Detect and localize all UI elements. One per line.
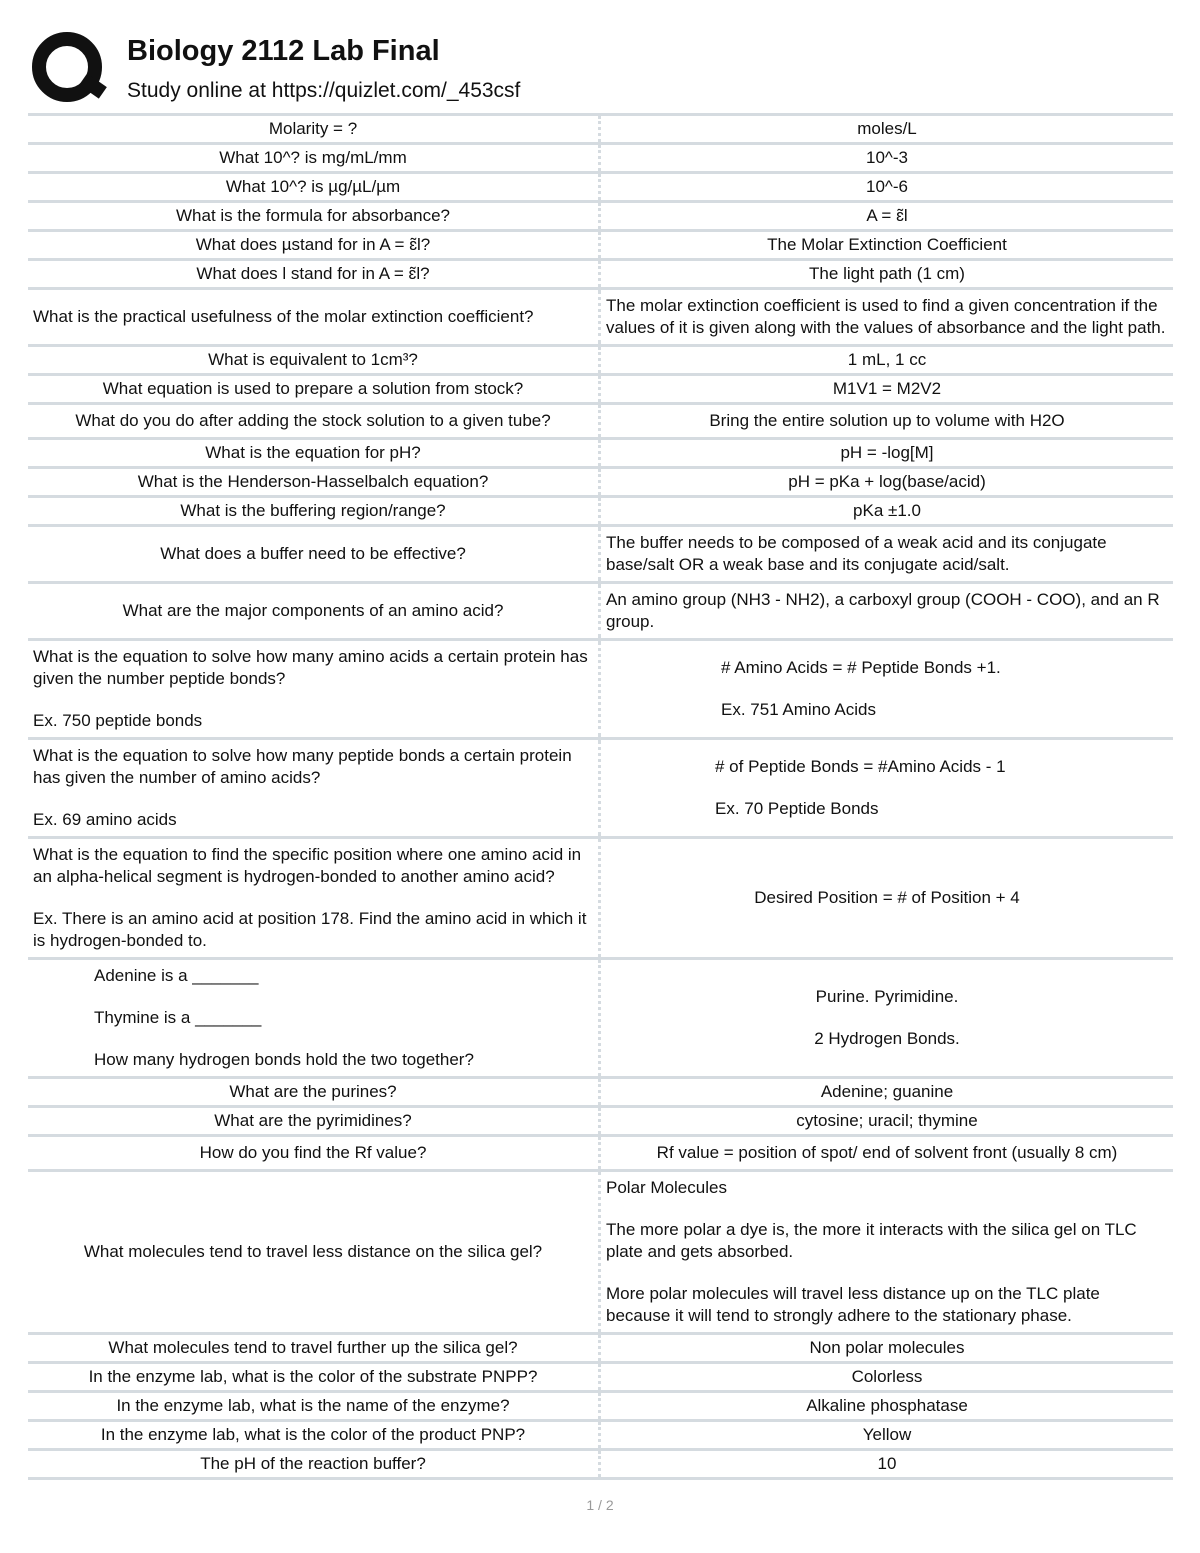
flashcard-row xyxy=(28,1107,1173,1136)
flashcard-definition xyxy=(600,202,1174,231)
study-link[interactable]: Study online at https://quizlet.com/_453csf xyxy=(127,79,521,102)
flashcard-definition-text: More polar molecules will travel less distance up on the TLC plate because it will tend to strongly adhere to the stationary phase. xyxy=(606,1284,1100,1325)
flashcard-term-text: What do you do after adding the stock solution to a given tube? xyxy=(75,411,551,430)
flashcard-term xyxy=(28,375,600,404)
flashcard-row xyxy=(28,346,1173,375)
flashcard-row xyxy=(28,439,1173,468)
flashcard-term xyxy=(28,739,600,838)
flashcard-term-text: What are the major components of an amino acid? xyxy=(122,601,504,620)
flashcard-definition xyxy=(600,838,1174,959)
flashcard-term-text: What is the equation to find the specific position where one amino acid in an alpha-helical segment is hydrogen-bonded to another amino acid? xyxy=(33,845,582,886)
flashcard-definition-text: Rf value = position of spot/ end of solvent front (usually 8 cm) xyxy=(656,1143,1118,1162)
flashcard-term xyxy=(28,583,600,640)
flashcard-definition-text: 10^-3 xyxy=(865,148,908,167)
flashcard-term xyxy=(28,173,600,202)
flashcard-row xyxy=(28,1363,1173,1392)
flashcard-term-text: How many hydrogen bonds hold the two together? xyxy=(94,1050,474,1069)
flashcard-term xyxy=(28,231,600,260)
flashcard-term-text: What is the equation to solve how many amino acids a certain protein has given the number peptide bonds? xyxy=(33,647,588,688)
flashcard-term xyxy=(28,1392,600,1421)
flashcard-row xyxy=(28,583,1173,640)
flashcard-row xyxy=(28,1171,1173,1334)
flashcard-term-text: What are the purines? xyxy=(229,1082,397,1101)
flashcard-definition-text: Ex. 751 Amino Acids xyxy=(721,700,876,719)
flashcard-definition xyxy=(600,497,1174,526)
flashcard-definition xyxy=(600,289,1174,346)
flashcard-term xyxy=(28,404,600,439)
flashcard-definition xyxy=(600,959,1174,1078)
flashcard-definition-text: moles/L xyxy=(857,119,917,138)
flashcard-row xyxy=(28,838,1173,959)
flashcard-definition-text: The more polar a dye is, the more it interacts with the silica gel on TLC plate and gets absorbed. xyxy=(606,1220,1137,1261)
page-title: Biology 2112 Lab Final xyxy=(127,35,440,67)
flashcard-definition-text: # Amino Acids = # Peptide Bonds +1. xyxy=(721,658,1001,677)
flashcard-definition-text: The molar extinction coefficient is used to find a given concentration if the values of it is given along with the values of absorbance and the light path. xyxy=(606,296,1166,337)
page-header xyxy=(28,28,1178,110)
flashcard-term-text: What is the Henderson-Hasselbalch equation? xyxy=(137,472,489,491)
flashcard-row xyxy=(28,1392,1173,1421)
flashcard-term-text: The pH of the reaction buffer? xyxy=(200,1454,426,1473)
flashcard-definition-text: M1V1 = M2V2 xyxy=(832,379,942,398)
flashcard-definition-text: A = ɛ̃l xyxy=(866,206,908,225)
flashcard-term xyxy=(28,526,600,583)
flashcard-definition xyxy=(600,346,1174,375)
flashcard-term xyxy=(28,1171,600,1334)
flashcard-term xyxy=(28,497,600,526)
flashcard-definition xyxy=(600,173,1174,202)
flashcard-definition-text: Desired Position = # of Position + 4 xyxy=(754,888,1020,907)
flashcard-definition-text: Purine. Pyrimidine. xyxy=(815,987,959,1006)
flashcard-definition-text: Alkaline phosphatase xyxy=(806,1396,968,1415)
flashcard-term-text: What 10^? is µg/µL/µm xyxy=(225,177,401,196)
flashcard-term-text: How do you find the Rf value? xyxy=(199,1143,427,1162)
flashcard-definition-text: The Molar Extinction Coefficient xyxy=(767,235,1007,254)
paragraph-gap xyxy=(33,789,593,809)
flashcard-term-text: What is the buffering region/range? xyxy=(180,501,446,520)
flashcard-term-text: What does l stand for in A = ɛ̃l? xyxy=(196,264,430,283)
paragraph-gap xyxy=(94,1029,593,1049)
flashcard-row xyxy=(28,526,1173,583)
flashcard-term-text: What is the equation for pH? xyxy=(205,443,421,462)
paragraph-gap xyxy=(606,1263,1168,1283)
flashcard-definition xyxy=(600,260,1174,289)
flashcard-definition xyxy=(600,468,1174,497)
flashcard-term-text: Adenine is a _______ xyxy=(94,966,259,985)
flashcard-definition xyxy=(600,1421,1174,1450)
flashcard-definition-text: 10^-6 xyxy=(865,177,908,196)
flashcard-definition xyxy=(600,439,1174,468)
flashcard-definition xyxy=(600,1136,1174,1171)
flashcard-term xyxy=(28,640,600,739)
flashcard-definition-text: Bring the entire solution up to volume with H2O xyxy=(709,411,1065,430)
flashcard-definition xyxy=(600,1334,1174,1363)
flashcard-definition-text: Polar Molecules xyxy=(606,1178,727,1197)
flashcard-term xyxy=(28,1334,600,1363)
flashcard-term-text: What is the formula for absorbance? xyxy=(175,206,451,225)
flashcard-term-text: What does µstand for in A = ɛ̃l? xyxy=(195,235,431,254)
quizlet-logo-icon xyxy=(31,31,107,107)
flashcard-term-text: What does a buffer need to be effective? xyxy=(160,544,466,563)
flashcard-definition xyxy=(600,1392,1174,1421)
flashcard-term-text: Ex. There is an amino acid at position 178. Find the amino acid in which it is hydrogen-bonded to. xyxy=(33,909,587,950)
flashcard-term-text: What molecules tend to travel less distance on the silica gel? xyxy=(83,1242,543,1261)
flashcard-row xyxy=(28,1450,1173,1479)
flashcard-row xyxy=(28,404,1173,439)
flashcard-definition xyxy=(600,115,1174,144)
flashcard-term xyxy=(28,1107,600,1136)
flashcard-term-text: In the enzyme lab, what is the name of the enzyme? xyxy=(116,1396,510,1415)
flashcard-term-text: What is the practical usefulness of the molar extinction coefficient? xyxy=(33,307,534,326)
paragraph-gap xyxy=(33,888,593,908)
flashcard-row xyxy=(28,260,1173,289)
paragraph-gap xyxy=(94,987,593,1007)
flashcard-term xyxy=(28,1363,600,1392)
flashcard-definition-text: 2 Hydrogen Bonds. xyxy=(814,1029,960,1048)
flashcard-definition xyxy=(600,1450,1174,1479)
flashcard-definition-text: Yellow xyxy=(862,1425,912,1444)
flashcard-term xyxy=(28,1078,600,1107)
flashcard-definition xyxy=(600,739,1174,838)
flashcard-term xyxy=(28,439,600,468)
flashcard-term-text: What is the equation to solve how many peptide bonds a certain protein has given the number of amino acids? xyxy=(33,746,572,787)
paragraph-gap xyxy=(606,1199,1168,1219)
flashcard-term-text: What equation is used to prepare a solution from stock? xyxy=(102,379,524,398)
flashcard-term xyxy=(28,838,600,959)
flashcard-term-text: What is equivalent to 1cm³? xyxy=(208,350,418,369)
flashcard-term xyxy=(28,468,600,497)
flashcard-term-text: What molecules tend to travel further up the silica gel? xyxy=(108,1338,518,1357)
flashcard-definition-text: An amino group (NH3 - NH2), a carboxyl group (COOH - COO), and an R group. xyxy=(606,590,1160,631)
flashcard-definition xyxy=(600,583,1174,640)
paragraph-gap xyxy=(606,1008,1168,1028)
flashcard-definition xyxy=(600,640,1174,739)
flashcard-definition-text: # of Peptide Bonds = #Amino Acids - 1 xyxy=(715,757,1006,776)
flashcard-definition-text: cytosine; uracil; thymine xyxy=(796,1111,978,1130)
flashcard-term-text: What 10^? is mg/mL/mm xyxy=(219,148,407,167)
flashcard-definition xyxy=(600,1107,1174,1136)
page-number: 1 / 2 xyxy=(586,1497,614,1513)
flashcard-term-text: Thymine is a _______ xyxy=(94,1008,262,1027)
flashcard-definition-text: pKa ±1.0 xyxy=(853,501,921,520)
flashcard-row xyxy=(28,1078,1173,1107)
flashcard-row xyxy=(28,739,1173,838)
flashcard-definition-text: 10 xyxy=(877,1454,897,1473)
flashcard-definition xyxy=(600,404,1174,439)
flashcard-definition-text: The light path (1 cm) xyxy=(809,264,965,283)
flashcard-term xyxy=(28,1136,600,1171)
flashcard-term xyxy=(28,144,600,173)
flashcard-definition xyxy=(600,144,1174,173)
flashcard-term-text: In the enzyme lab, what is the color of the substrate PNPP? xyxy=(88,1367,538,1386)
flashcard-term-text: In the enzyme lab, what is the color of the product PNP? xyxy=(100,1425,526,1444)
flashcard-definition xyxy=(600,526,1174,583)
flashcard-term xyxy=(28,289,600,346)
flashcard-definition-text: The buffer needs to be composed of a weak acid and its conjugate base/salt OR a weak base and its conjugate acid/salt. xyxy=(606,533,1107,574)
flashcard-term xyxy=(28,260,600,289)
flashcard-row xyxy=(28,231,1173,260)
flashcard-row xyxy=(28,468,1173,497)
flashcard-row xyxy=(28,1136,1173,1171)
flashcard-definition-text: Colorless xyxy=(851,1367,923,1386)
flashcard-row xyxy=(28,640,1173,739)
flashcard-term xyxy=(28,1421,600,1450)
flashcard-term xyxy=(28,115,600,144)
flashcard-term xyxy=(28,346,600,375)
flashcard-definition-text: pH = -log[M] xyxy=(840,443,934,462)
flashcard-definition-text: 1 mL, 1 cc xyxy=(847,350,927,369)
flashcard-row xyxy=(28,144,1173,173)
flashcard-row xyxy=(28,289,1173,346)
flashcard-term-text: Molarity = ? xyxy=(268,119,358,138)
flashcard-term xyxy=(28,202,600,231)
flashcard-term-text: Ex. 750 peptide bonds xyxy=(33,711,203,730)
flashcard-term xyxy=(28,1450,600,1479)
flashcard-row xyxy=(28,375,1173,404)
flashcard-definition xyxy=(600,1078,1174,1107)
flashcard-row xyxy=(28,173,1173,202)
flashcard-definition xyxy=(600,231,1174,260)
flashcard-row xyxy=(28,959,1173,1078)
paragraph-gap xyxy=(715,778,1168,798)
flashcard-row xyxy=(28,202,1173,231)
flashcard-term-text: Ex. 69 amino acids xyxy=(33,810,177,829)
flashcard-definition-text: Non polar molecules xyxy=(809,1338,965,1357)
flashcard-term-text: What are the pyrimidines? xyxy=(214,1111,412,1130)
flashcard-term xyxy=(28,959,600,1078)
flashcard-definition xyxy=(600,1363,1174,1392)
flashcard-definition-text: Adenine; guanine xyxy=(820,1082,954,1101)
flashcard-definition xyxy=(600,1171,1174,1334)
flashcard-table xyxy=(28,113,1173,1480)
flashcard-definition xyxy=(600,375,1174,404)
flashcard-row xyxy=(28,1334,1173,1363)
flashcard-definition-text: pH = pKa + log(base/acid) xyxy=(788,472,986,491)
flashcard-row xyxy=(28,115,1173,144)
flashcard-definition-text: Ex. 70 Peptide Bonds xyxy=(715,799,879,818)
flashcard-row xyxy=(28,1421,1173,1450)
paragraph-gap xyxy=(721,679,1168,699)
flashcard-row xyxy=(28,497,1173,526)
paragraph-gap xyxy=(33,690,593,710)
